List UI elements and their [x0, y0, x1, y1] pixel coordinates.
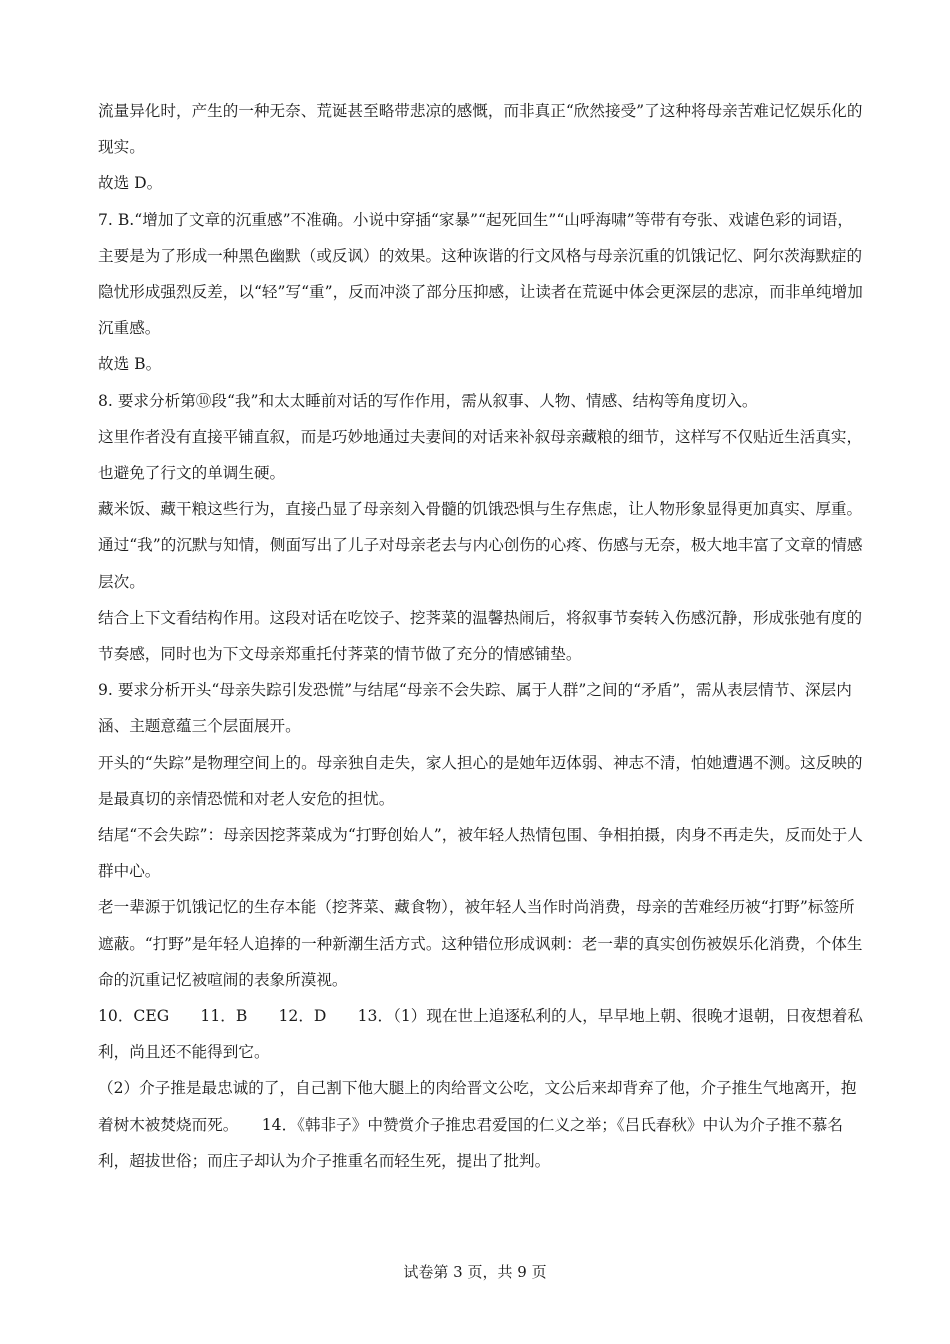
paragraph-q8-narrative: 这里作者没有直接平铺直叙，而是巧妙地通过夫妻间的对话来补叙母亲藏粮的细节，这样写不仅贴近生活真实，也避免了行文的单调生硬。 [98, 427, 863, 483]
paragraph-q9-theme: 老一辈源于饥饿记忆的生存本能（挖荠菜、藏食物），被年轻人当作时尚消费，母亲的苦难经历被“打野”标签所遮蔽。“打野”是年轻人追捧的一种新潮生活方式。这种错位形成讽刺：老一辈的真实创伤被娱乐化消费，个体生命的沉重记忆被喧闹的表象所漠视。 [98, 898, 863, 989]
page-footer: 试卷第 3 页，共 9 页 [403, 1263, 547, 1281]
paragraph-q10-13-answers: 10．CEG 11．B 12．D 13．（1）现在世上追逐私利的人，早早地上朝、很晚才退朝，日夜想着私利，尚且还不能得到它。 [98, 1007, 863, 1062]
paragraph-q8-intro: 8. 要求分析第⑩段“我”和太太睡前对话的写作作用，需从叙事、人物、情感、结构等角度切入。 [98, 391, 758, 410]
paragraph-q13-14-answers: （2）介子推是最忠诚的了，自己割下他大腿上的肉给晋文公吃，文公后来却背弃了他，介子推生气地离开，抱着树木被焚烧而死。 14．《韩非子》中赞赏介子推忠君爱国的仁义之举；《吕氏春秋》中认为介子推不慕名利，超拔世俗；而庄子却认为介子推重名而轻生死，提出了批判。 [98, 1079, 857, 1170]
paragraph-q6-conclusion: 流量异化时，产生的一种无奈、荒诞甚至略带悲凉的感慨，而非真正“欣然接受”了这种将母亲苦难记忆娱乐化的现实。 [98, 102, 863, 157]
answer-body [98, 93, 868, 1179]
paragraph-q8-structure: 结合上下文看结构作用。这段对话在吃饺子、挖荠菜的温馨热闹后，将叙事节奏转入伤感沉静，形成张弛有度的节奏感，同时也为下文母亲郑重托付荠菜的情节做了充分的情感铺垫。 [98, 608, 863, 664]
paragraph-q6-answer: 故选 D。 [98, 174, 163, 193]
paragraph-q9-ending: 结尾“不会失踪”：母亲因挖荠菜成为“打野创始人”，被年轻人热情包围、争相拍摄，肉身不再走失，反而处于人群中心。 [98, 826, 863, 881]
paragraph-q7-explanation: 7. B.“增加了文章的沉重感”不准确。小说中穿插“家暴”“起死回生”“山呼海啸”等带有夸张、戏谑色彩的词语，主要是为了形成一种黑色幽默（或反讽）的效果。这种诙谐的行文风格与母亲沉重的饥饿记忆、阿尔茨海默症的隐忧形成强烈反差，以“轻”写“重”，反而冲淡了部分压抑感，让读者在荒诞中体会更深层的悲凉，而非单纯增加沉重感。 [98, 210, 863, 338]
paragraph-q9-intro: 9. 要求分析开头“母亲失踪引发恐慌”与结尾“母亲不会失踪、属于人群”之间的“矛盾”，需从表层情节、深层内涵、主题意蕴三个层面展开。 [98, 681, 852, 736]
paragraph-q8-character: 藏米饭、藏干粮这些行为，直接凸显了母亲刻入骨髓的饥饿恐惧与生存焦虑，让人物形象显得更加真实、厚重。 [98, 500, 863, 519]
paragraph-q9-opening: 开头的“失踪”是物理空间上的。母亲独自走失，家人担心的是她年迈体弱、神志不清，怕她遭遇不测。这反映的是最真切的亲情恐慌和对老人安危的担忧。 [98, 753, 863, 808]
paragraph-q7-answer: 故选 B。 [98, 355, 162, 374]
paragraph-q8-emotion: 通过“我”的沉默与知情，侧面写出了儿子对母亲老去与内心创伤的心疼、伤感与无奈，极大地丰富了文章的情感层次。 [98, 536, 863, 591]
